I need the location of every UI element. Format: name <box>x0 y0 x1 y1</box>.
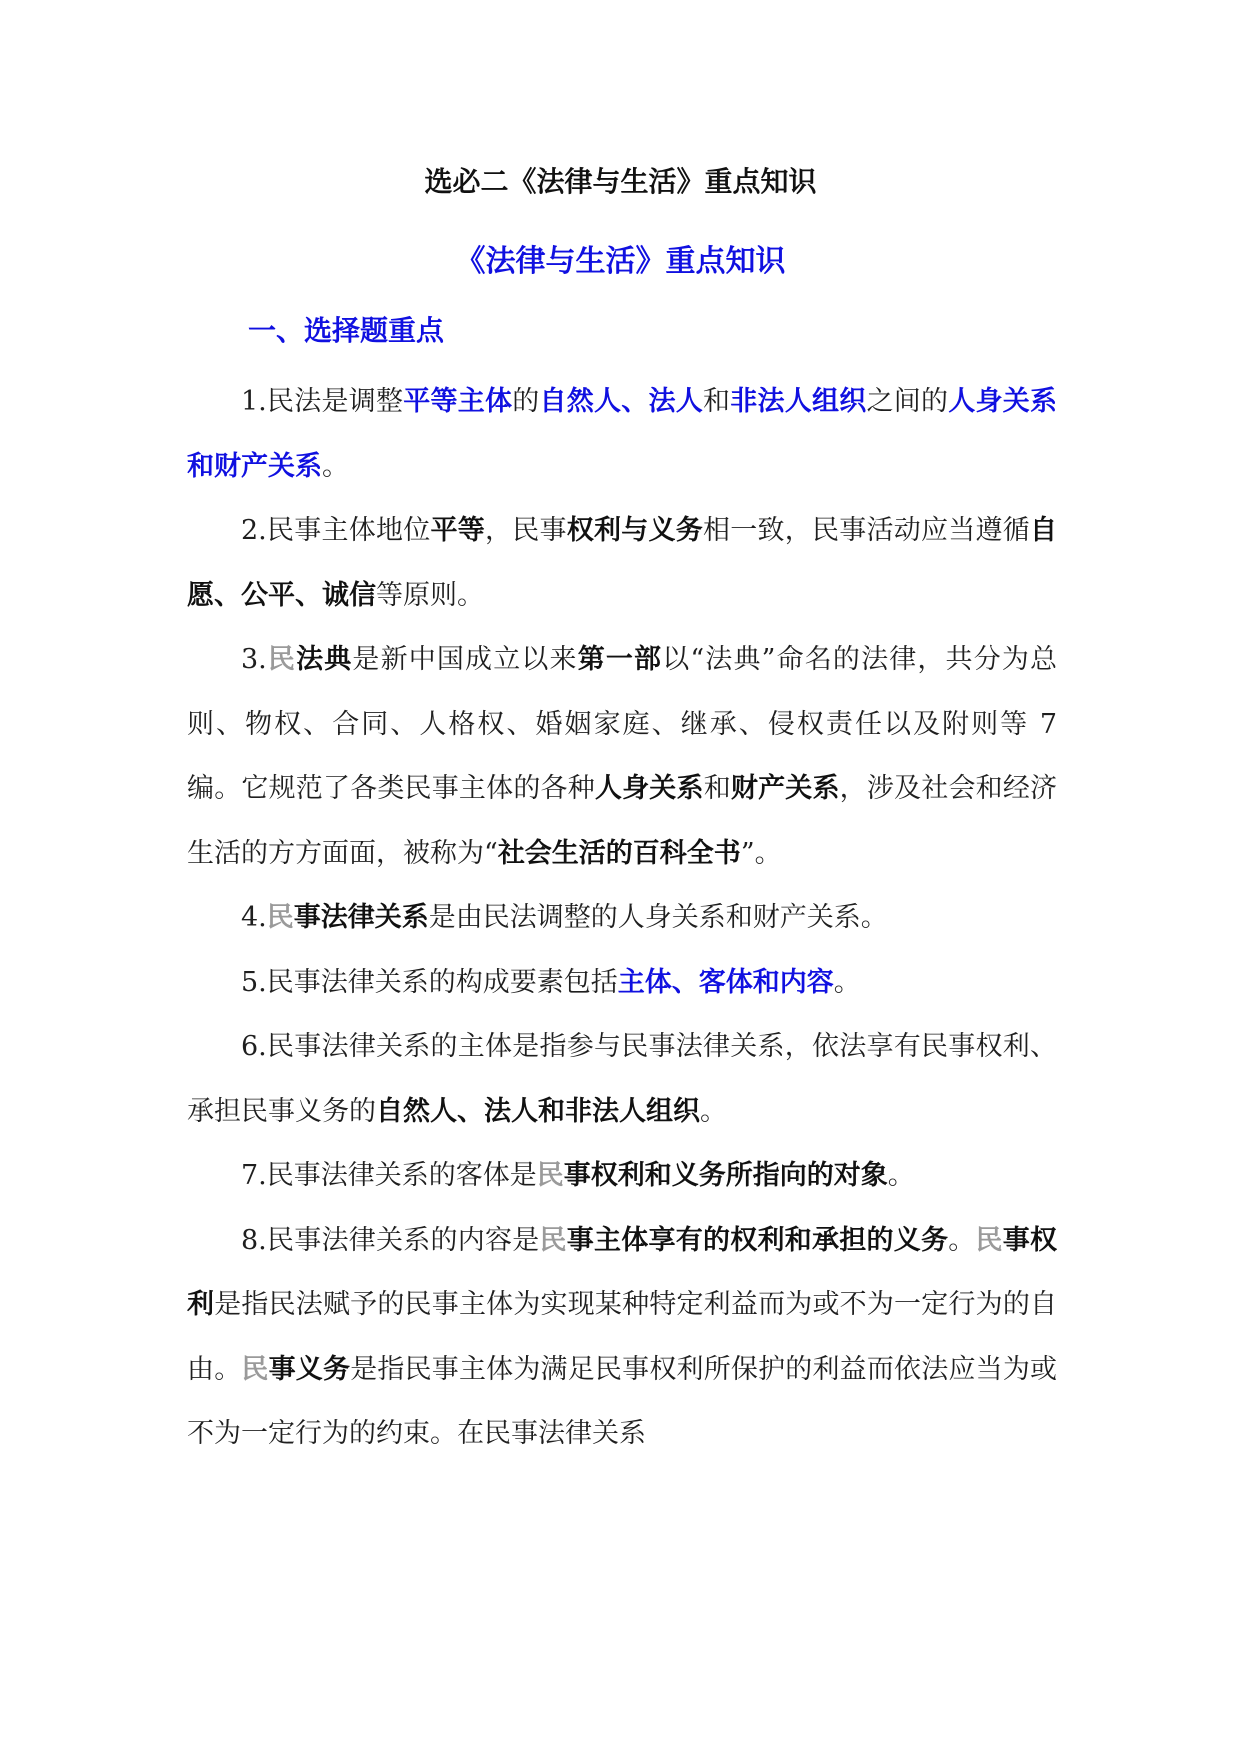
document-subtitle: 《法律与生活》重点知识 <box>455 244 786 279</box>
highlight-text-run: 非法人组织 <box>730 386 867 417</box>
text-run: 相一致，民事活动应当遵循 <box>703 515 1031 546</box>
highlight-text-run: 平等主体 <box>403 386 513 417</box>
paragraph-4 <box>187 886 1057 951</box>
paragraph-3 <box>187 628 1057 886</box>
text-run: 1.民法是调整 <box>241 386 404 417</box>
bold-text-run: 事法律关系 <box>293 902 429 933</box>
bold-text-run: 第一部 <box>577 644 663 675</box>
text-run: 8.民事法律关系的内容是 <box>241 1224 540 1256</box>
text-run: 。 <box>948 1224 976 1256</box>
highlight-text-run: 主体、客体和内容 <box>617 966 834 998</box>
text-run: 6.民事法律关系的主体是指参与民事法律关系，依法享有民事权利、承担民事义务的 <box>187 1031 1057 1127</box>
bold-text-run: 财产关系 <box>730 773 840 804</box>
text-run: 。 <box>700 1095 727 1127</box>
text-run: 和 <box>703 773 731 804</box>
bold-text-run: 事义务 <box>268 1353 351 1385</box>
text-run: 3. <box>241 644 267 675</box>
faded-text-run: 民 <box>241 1353 269 1385</box>
text-run: 是指民法赋予的民事主体为实现某种特定利益而为或不为一定行为的自由。 <box>187 1289 1058 1385</box>
text-run: 。 <box>833 966 861 998</box>
text-run: 。 <box>322 450 349 482</box>
text-run: 。 <box>887 1160 915 1191</box>
text-run: 和 <box>703 386 731 417</box>
highlight-text-run: 人身关系和财产关系 <box>187 386 1058 482</box>
paragraph-5 <box>187 951 1057 1016</box>
faded-text-run: 民 <box>539 1224 567 1256</box>
bold-text-run: 事权利 <box>187 1224 1058 1320</box>
text-run: ”。 <box>740 837 782 869</box>
bold-text-run: 权利与义务 <box>566 515 704 546</box>
text-run: 的 <box>512 386 540 417</box>
document-body <box>187 370 1057 1467</box>
text-run: 等原则。 <box>376 579 484 611</box>
paragraph-6 <box>187 1015 1057 1144</box>
bold-text-run: 平等 <box>430 515 486 546</box>
bold-text-run: 社会生活的百科全书 <box>497 837 741 869</box>
text-run: ，涉及社会和经济生活的方方面面，被称为“ <box>187 773 1058 869</box>
faded-text-run: 民 <box>975 1224 1003 1256</box>
text-run: ，民事 <box>485 515 567 546</box>
text-run: 4. <box>241 902 267 933</box>
section-heading: 一、选择题重点 <box>248 314 445 347</box>
text-run: 以“法典”命名的法律，共分为总则、物权、合同、人格权、婚姻家庭、继承、侵权责任以及附则等 7 编。它规范了各类民事主体的各种 <box>187 644 1058 804</box>
bold-text-run: 自然人、法人和非法人组织 <box>376 1095 700 1127</box>
bold-text-run: 法典 <box>296 644 353 675</box>
bold-text-run: 事主体享有的权利和承担的义务 <box>566 1224 949 1256</box>
paragraph-8 <box>187 1209 1057 1467</box>
bold-text-run: 事权利和义务所指向的对象 <box>563 1160 888 1191</box>
bold-text-run: 自愿、公平、诚信 <box>187 515 1058 611</box>
text-run: 7.民事法律关系的客体是 <box>241 1160 537 1191</box>
text-run: 是指民事主体为满足民事权利所保护的利益而依法应当为或不为一定行为的约束。在民事法律关系 <box>187 1353 1058 1449</box>
text-run: 是由民法调整的人身关系和财产关系。 <box>428 902 888 933</box>
paragraph-2 <box>187 499 1057 628</box>
text-run: 是新中国成立以来 <box>352 644 578 675</box>
document-title: 选必二《法律与生活》重点知识 <box>424 165 817 198</box>
highlight-text-run: 自然人、法人 <box>539 386 704 417</box>
paragraph-1 <box>187 370 1057 499</box>
faded-text-run: 民 <box>536 1160 564 1191</box>
bold-text-run: 人身关系 <box>594 773 704 804</box>
faded-text-run: 民 <box>266 902 294 933</box>
text-run: 5.民事法律关系的构成要素包括 <box>241 966 618 998</box>
faded-text-run: 民 <box>266 644 297 675</box>
text-run: 2.民事主体地位 <box>241 515 431 546</box>
paragraph-7 <box>187 1144 1057 1209</box>
text-run: 之间的 <box>866 386 949 417</box>
